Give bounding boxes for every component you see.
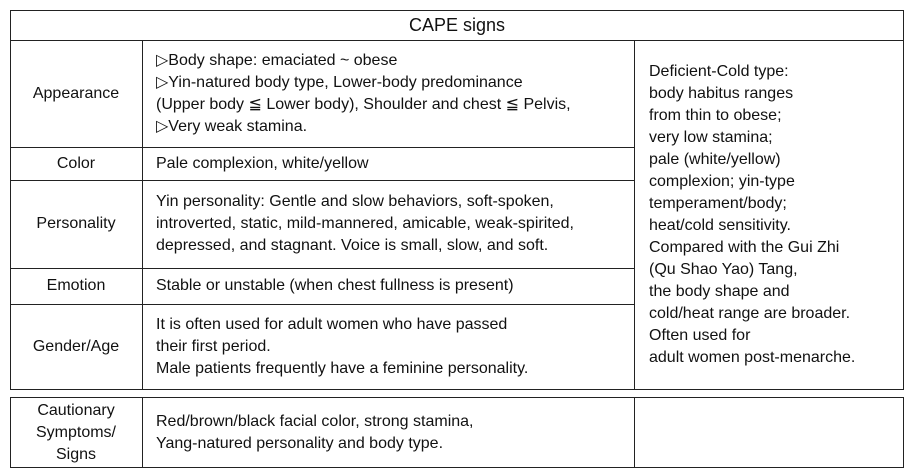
side-note-line: pale (white/yellow) [649,150,781,168]
row-label-text: Emotion [46,277,106,294]
divider [10,304,634,305]
content-line: ▷Yin-natured body type, Lower-body predominance [156,73,523,91]
side-note-line: complexion; yin-type [649,172,795,190]
content-line: Pale complexion, white/yellow [156,154,369,172]
content-line: Red/brown/black facial color, strong stamina, [156,412,474,430]
row-content-color [142,147,634,180]
row-label-text: Personality [36,215,116,232]
row-content-cautionary [142,397,634,468]
side-note-line: Often used for [649,326,751,344]
content-line: Stable or unstable (when chest fullness is present) [156,277,514,294]
divider [634,397,635,468]
content-line: Yang-natured personality and body type. [156,434,444,452]
divider [142,40,143,390]
side-note-line: Compared with the Gui Zhi [649,238,840,256]
divider [10,180,634,181]
side-note-line: Deficient-Cold type: [649,62,789,80]
row-label-emotion [10,268,142,304]
divider [10,268,634,269]
border-left [10,10,11,390]
table-title-text: CAPE signs [408,15,506,35]
row-label-gender-age [10,304,142,389]
border-right [903,397,904,468]
row-content-personality [142,180,634,268]
side-note-line: adult women post-menarche. [649,348,856,366]
row-label-appearance [10,40,142,147]
row-label-text: Cautionary [37,401,115,419]
row-label-text: Signs [55,445,97,463]
row-label-color [10,147,142,180]
content-line: introverted, static, mild-mannered, amicable, weak-spirited, [156,215,574,232]
side-note-line: very low stamina; [649,128,773,146]
side-note-line: heat/cold sensitivity. [649,216,791,234]
content-line: depressed, and stagnant. Voice is small, slow, and soft. [156,237,549,254]
row-content-appearance [142,40,634,147]
divider [142,397,143,468]
row-label-cautionary [10,397,142,468]
divider [10,40,904,41]
side-note [634,40,904,389]
side-note-line: body habitus ranges [649,84,794,102]
divider [10,397,904,398]
content-line: It is often used for adult women who have passed [156,315,508,333]
content-line: ▷Body shape: emaciated ~ obese [156,51,398,69]
content-line: Yin personality: Gentle and slow behaviors, soft-spoken, [156,193,554,210]
row-label-text: Symptoms/ [35,423,116,441]
row-content-gender-age [142,304,634,389]
content-line: ▷Very weak stamina. [156,117,308,135]
row-label-text: Color [56,154,96,172]
row-content-emotion [142,268,634,304]
border-bottom [10,467,904,468]
content-line: (Upper body ≦ Lower body), Shoulder and chest ≦ Pelvis, [156,95,571,113]
content-line: Male patients frequently have a feminine personality. [156,359,529,377]
border-top [10,10,904,11]
row-side-cautionary-empty [634,397,904,468]
row-label-text: Gender/Age [32,337,120,355]
row-label-text: Appearance [32,84,120,102]
table-title [10,10,904,40]
row-label-personality [10,180,142,268]
content-line: their first period. [156,337,271,355]
side-note-line: (Qu Shao Yao) Tang, [649,260,798,278]
side-note-line: temperament/body; [649,194,787,212]
side-note-line: from thin to obese; [649,106,782,124]
border-right [903,10,904,390]
divider [10,389,904,390]
divider [10,147,634,148]
side-note-line: cold/heat range are broader. [649,304,851,322]
side-note-line: the body shape and [649,282,790,300]
border-left [10,397,11,468]
divider [634,40,635,390]
